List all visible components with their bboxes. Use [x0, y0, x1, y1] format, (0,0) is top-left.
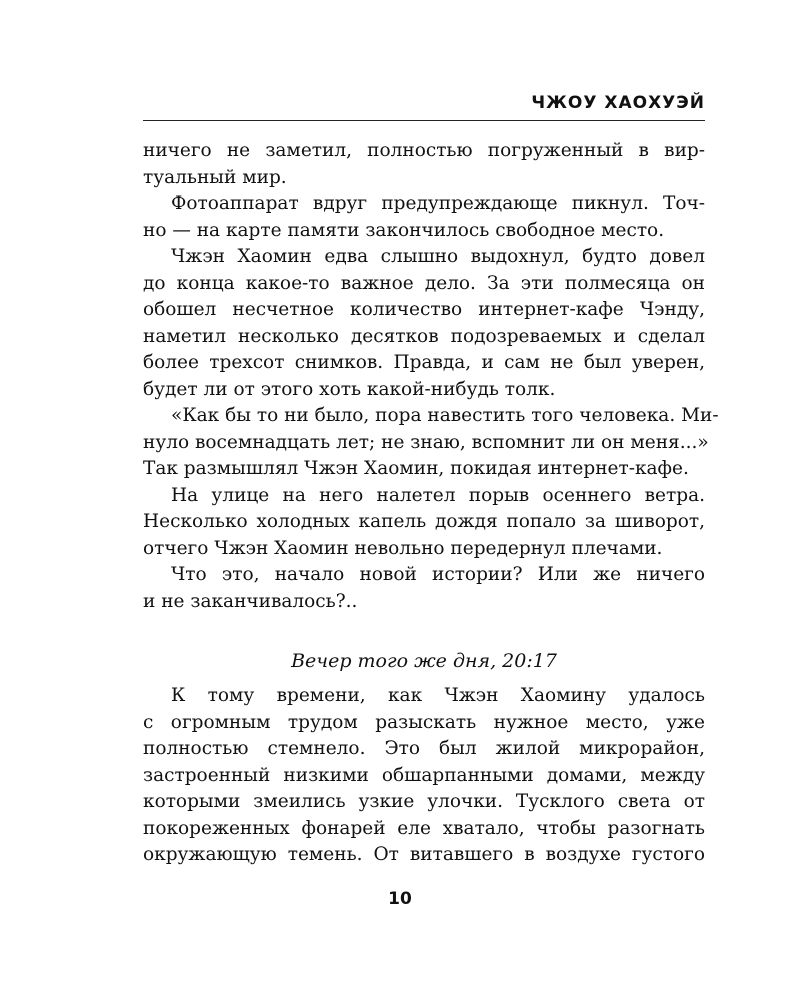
text-line: покореженных фонарей еле хватало, чтобы разогнать: [143, 817, 705, 839]
text-line: наметил несколько десятков подозреваемых и сделал: [143, 325, 705, 347]
text-line: Чжэн Хаомин едва слышно выдохнул, будто довел: [171, 246, 705, 267]
section-spacer: [143, 615, 705, 645]
text-line: Фотоаппарат вдруг предупреждающе пикнул. Точ-: [171, 193, 705, 214]
text-line: ничего не заметил, полностью погруженный в вир-: [143, 140, 705, 161]
text-line: застроенный низкими обшарпанными домами, между: [143, 764, 705, 786]
text-line: Так размышлял Чжэн Хаомин, покидая интернет-кафе.: [143, 458, 689, 479]
header-rule: [143, 120, 705, 121]
text-line: туальный мир.: [143, 166, 287, 188]
text-line: К тому времени, как Чжэн Хаомину удалось: [171, 685, 705, 706]
text-line: с огромным трудом разыскать нужное место, уже: [143, 711, 705, 733]
text-line: отчего Чжэн Хаомин невольно передернул плечами.: [143, 537, 663, 559]
text-line: обошел несчетное количество интернет-кафе Чэнду,: [143, 299, 705, 320]
page-number: 10: [388, 889, 412, 909]
text-line: окружающую темень. От витавшего в воздухе густого: [143, 844, 705, 865]
text-line: Что это, начало новой истории? Или же ничего: [171, 564, 705, 585]
body-text: [143, 138, 719, 869]
text-line: до конца какое-то важное дело. За эти полмесяца он: [143, 272, 705, 294]
text-line: которыми змеились узкие улочки. Тусклого света от: [143, 791, 705, 812]
text-line: На улице на него налетел порыв осеннего ветра.: [171, 484, 705, 506]
running-head-author: ЧЖОУ ХАОХУЭЙ: [531, 93, 705, 113]
text-line: более трехсот снимков. Правда, и сам не был уверен,: [143, 352, 705, 373]
text-line: «Как бы то ни было, пора навестить того человека. Ми-: [171, 405, 719, 426]
text-line: полностью стемнело. Это был жилой микрорайон,: [143, 738, 705, 759]
text-line: Несколько холодных капель дождя попало за шиворот,: [143, 511, 705, 532]
text-line: и не заканчивалось?..: [143, 590, 358, 612]
text-line: но — на карте памяти закончилось свободное место.: [143, 219, 665, 241]
text-line: нуло восемнадцать лет; не знаю, вспомнит ли он меня...»: [143, 431, 709, 453]
section-heading: Вечер того же дня, 20:17: [291, 650, 557, 672]
text-line: будет ли от этого хоть какой-нибудь толк.: [143, 378, 556, 400]
